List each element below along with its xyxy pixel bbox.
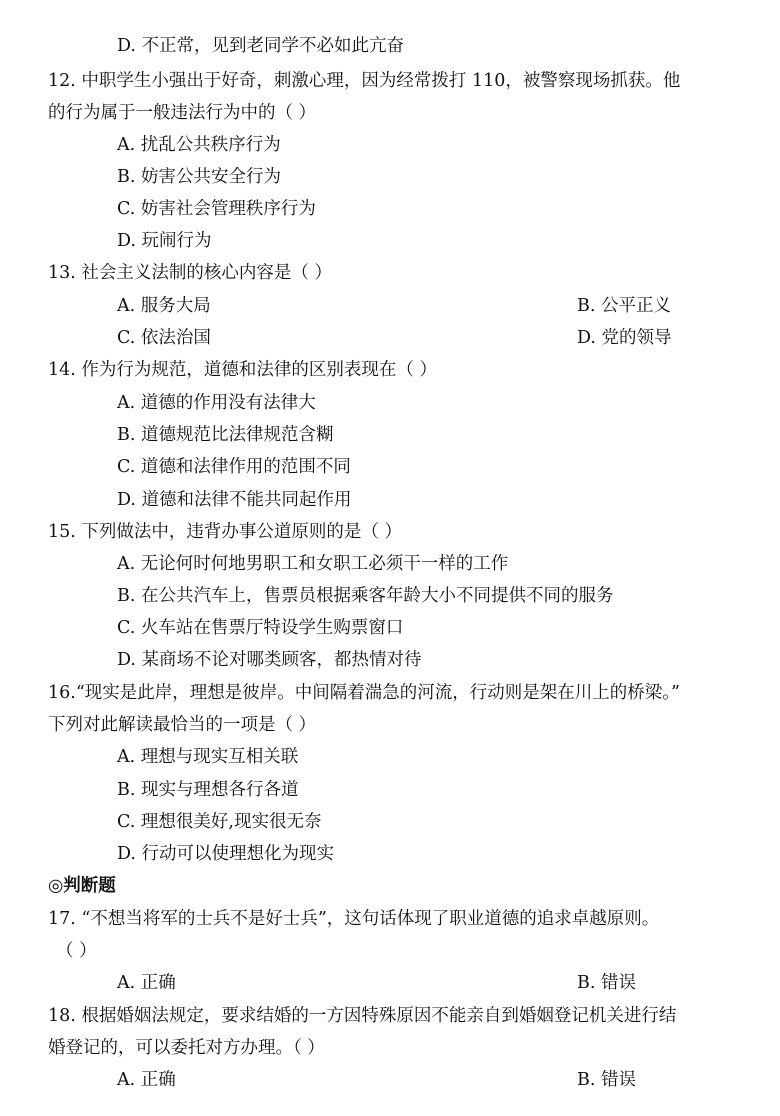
q12-stem-line2: 的行为属于一般违法行为中的（ ） — [48, 103, 317, 123]
section-title-true-false: ◎判断题 — [48, 876, 116, 896]
q17-answer-paren: （ ） — [56, 941, 97, 961]
q16-stem-line1: 16.“现实是此岸，理想是彼岸。中间隔着湍急的河流，行动则是架在川上的桥梁。” — [48, 683, 680, 703]
q16-option-d: D. 行动可以使理想化为现实 — [117, 844, 335, 864]
q14-option-d: D. 道德和法律不能共同起作用 — [117, 490, 352, 510]
q15-option-b: B. 在公共汽车上，售票员根据乘客年龄大小不同提供不同的服务 — [117, 586, 614, 606]
q13-stem: 13. 社会主义法制的核心内容是（ ） — [48, 263, 332, 283]
q12-option-b: B. 妨害公共安全行为 — [117, 167, 281, 187]
q13-option-c: C. 依法治国 — [117, 328, 211, 348]
q16-option-c: C. 理想很美好,现实很无奈 — [117, 812, 322, 832]
q13-option-b: B. 公平正义 — [577, 296, 671, 316]
q18-stem-line1: 18. 根据婚姻法规定，要求结婚的一方因特殊原因不能亲自到婚姻登记机关进行结 — [48, 1006, 677, 1026]
q17-option-a: A. 正确 — [117, 973, 176, 993]
q14-option-b: B. 道德规范比法律规范含糊 — [117, 425, 334, 445]
q15-option-d: D. 某商场不论对哪类顾客，都热情对待 — [117, 650, 422, 670]
q15-stem: 15. 下列做法中，违背办事公道原则的是（ ） — [48, 522, 402, 542]
q16-option-b: B. 现实与理想各行各道 — [117, 780, 299, 800]
q12-option-c: C. 妨害社会管理秩序行为 — [117, 199, 316, 219]
q13-option-d: D. 党的领导 — [577, 328, 672, 348]
q16-option-a: A. 理想与现实互相关联 — [117, 747, 299, 767]
q18-stem-line2: 婚登记的，可以委托对方办理。（ ） — [48, 1038, 325, 1058]
q17-option-b: B. 错误 — [577, 973, 636, 993]
q18-option-b: B. 错误 — [577, 1070, 636, 1090]
q15-option-a: A. 无论何时何地男职工和女职工必须干一样的工作 — [117, 554, 509, 574]
q14-option-a: A. 道德的作用没有法律大 — [117, 393, 316, 413]
q16-stem-line2: 下列对此解读最恰当的一项是（ ） — [48, 715, 317, 735]
q12-option-d: D. 玩闹行为 — [117, 231, 212, 251]
q15-option-c: C. 火车站在售票厅特设学生购票窗口 — [117, 618, 404, 638]
q13-option-a: A. 服务大局 — [117, 296, 211, 316]
q11-option-d: D. 不正常，见到老同学不必如此亢奋 — [117, 36, 405, 56]
q12-option-a: A. 扰乱公共秩序行为 — [117, 135, 281, 155]
q17-stem-line1: 17. “不想当将军的士兵不是好士兵”，这句话体现了职业道德的追求卓越原则。 — [48, 909, 660, 929]
q14-stem: 14. 作为行为规范，道德和法律的区别表现在（ ） — [48, 360, 437, 380]
q14-option-c: C. 道德和法律作用的范围不同 — [117, 457, 351, 477]
q18-option-a: A. 正确 — [117, 1070, 176, 1090]
q12-stem-line1: 12. 中职学生小强出于好奇，刺激心理，因为经常拨打 110，被警察现场抓获。他 — [48, 71, 681, 91]
